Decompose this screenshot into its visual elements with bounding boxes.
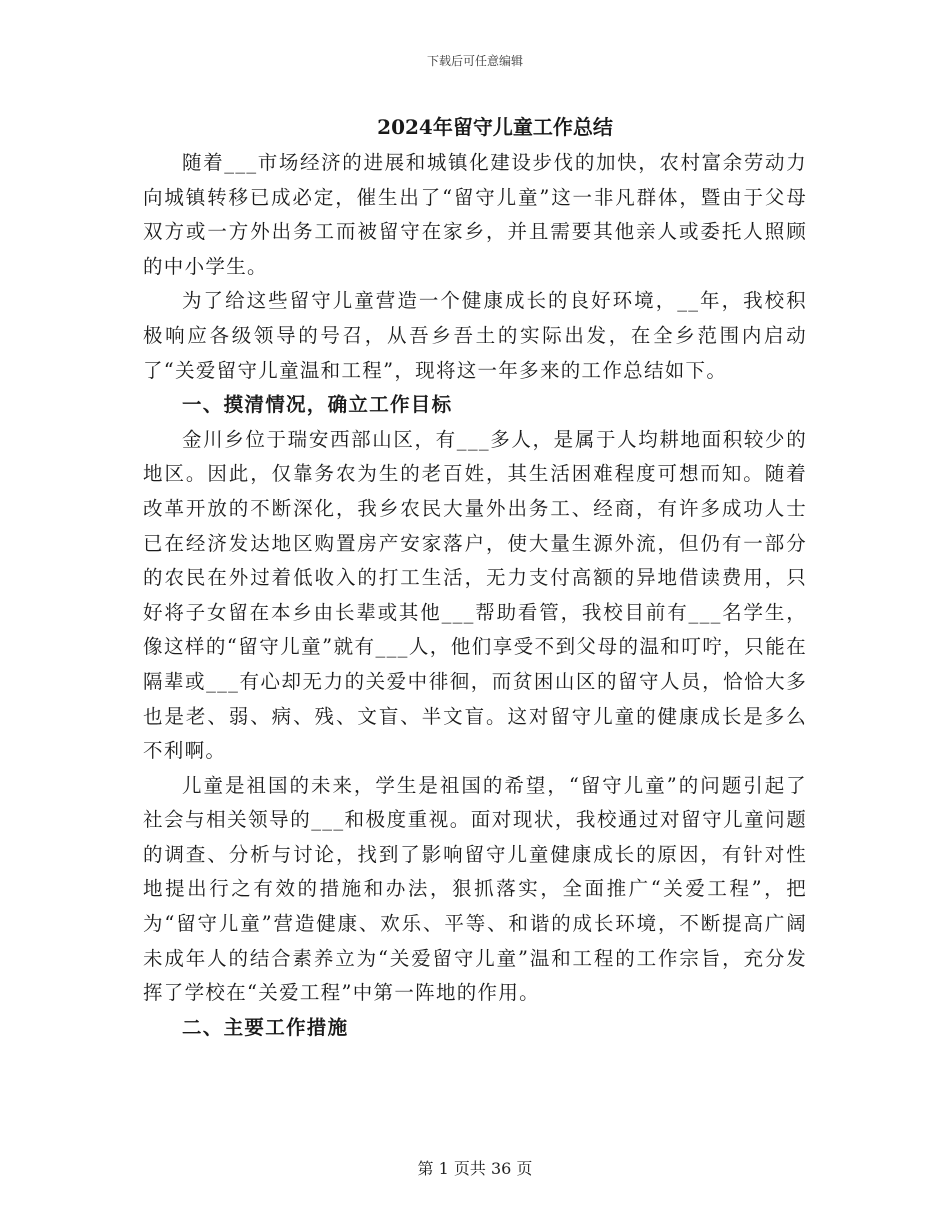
page-number: 第 1 页共 36 页: [417, 1159, 533, 1178]
paragraph: 儿童是祖国的未来，学生是祖国的希望，“留守儿童”的问题引起了社会与相关领导的___和极度重视。面对现状，我校通过对留守儿童问题的调查、分析与讨论，找到了影响留守儿童健康成长的原因，有针对性地提出行之有效的措施和办法，狠抓落实，全面推广“关爱工程”，把为“留守儿童”营造健康、欢乐、平等、和谐的成长环境，不断提高广阔未成年人的结合素养立为“关爱留守儿童”温和工程的工作宗旨，充分发挥了学校在“关爱工程”中第一阵地的作用。: [143, 773, 807, 1005]
header-note: 下载后可任意编辑: [426, 54, 523, 68]
paragraph: 为了给这些留守儿童营造一个健康成长的良好环境，__年，我校积极响应各级领导的号召，从吾乡吾土的实际出发，在全乡范围内启动了“关爱留守儿童温和工程”，现将这一年多来的工作总结如下。: [143, 289, 807, 382]
section-heading: 一、摸清情况，确立工作目标: [182, 393, 453, 417]
paragraph: 随着___市场经济的进展和城镇化建设步伐的加快，农村富余劳动力向城镇转移已成必定，催生出了“留守儿童”这一非凡群体，暨由于父母双方或一方外出务工而被留守在家乡，并且需要其他亲人或委托人照顾的中小学生。: [143, 151, 807, 278]
document-title: 2024年留守儿童工作总结: [377, 115, 613, 139]
section-heading: 二、主要工作措施: [182, 1015, 349, 1039]
document-body: [143, 110, 807, 1045]
paragraph: 金川乡位于瑞安西部山区，有___多人，是属于人均耕地面积较少的地区。因此，仅靠务农为生的老百姓，其生活困难程度可想而知。随着改革开放的不断深化，我乡农民大量外出务工、经商，有许多成功人士已在经济发达地区购置房产安家落户，使大量生源外流，但仍有一部分的农民在外过着低收入的打工生活，无力支付高额的异地借读费用，只好将子女留在本乡由长辈或其他___帮助看管，我校目前有___名学生，像这样的“留守儿童”就有___人，他们享受不到父母的温和叮咛，只能在隔辈或___有心却无力的关爱中徘徊，而贫困山区的留守人员，恰恰大多也是老、弱、病、残、文盲、半文盲。这对留守儿童的健康成长是多么不利啊。: [143, 427, 807, 763]
